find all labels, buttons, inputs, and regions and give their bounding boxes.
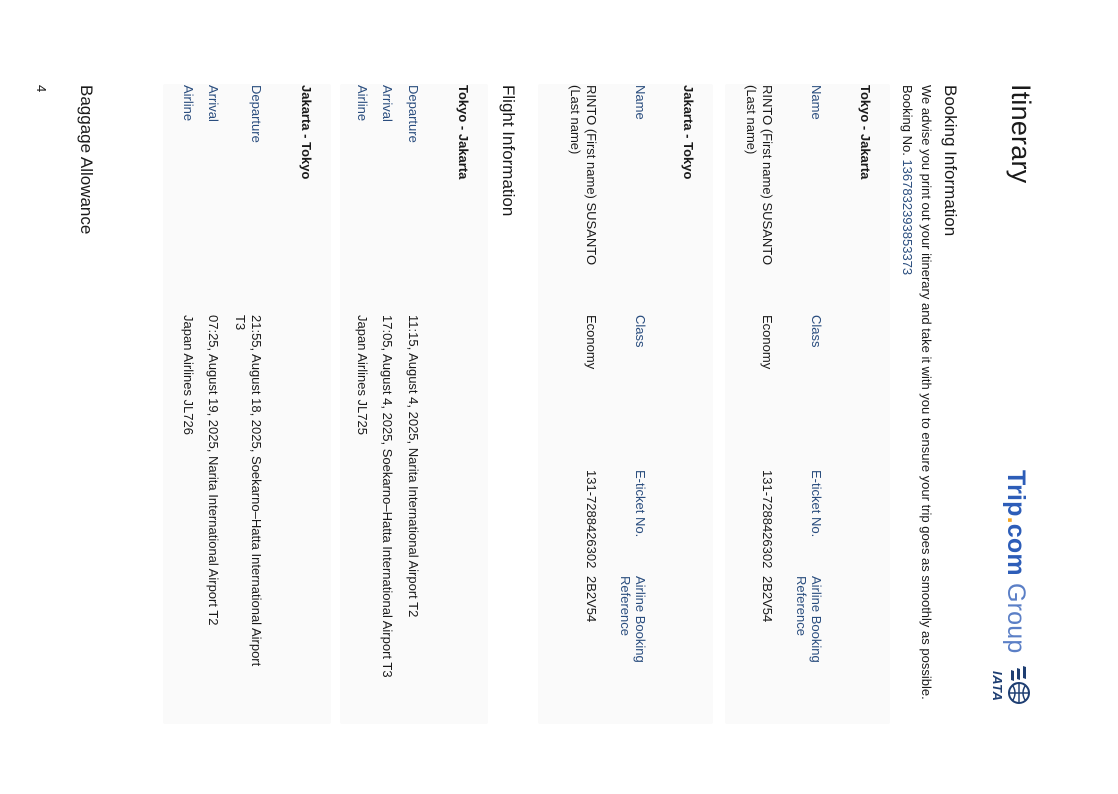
booking-eticket-label-2: E-ticket No. (633, 470, 648, 538)
departure-line-2: T3 (233, 315, 248, 331)
passenger-name-suffix: (Last name) (744, 85, 759, 155)
flight-airline-value-2: Japan Airlines JL726 (181, 315, 196, 435)
booking-eticket-label-1: E-ticket No. (809, 470, 824, 538)
airline-ref-label-line-1: Airline Booking (809, 576, 824, 663)
logo-group: Group (1002, 575, 1030, 654)
flight-airline-value-1: Japan Airlines JL725 (355, 315, 370, 435)
flight-departure-label-2: Departure (249, 85, 264, 143)
booking-route-2: Jakarta - Tokyo (681, 85, 696, 180)
flight-departure-value-1: 11:15, August 4, 2025, Narita International Airport T2 (406, 315, 421, 618)
passenger-name: RINTO (First name) SUSANTO (760, 85, 775, 266)
logo-com: com (1002, 523, 1030, 576)
iata-globe-icon (1004, 665, 1032, 709)
logo-trip: Trip (1002, 470, 1030, 517)
booking-number-line (899, 85, 915, 275)
airline-ref-label-line-2: Reference (794, 576, 809, 636)
booking-name-value-2 (567, 85, 599, 265)
flight-route-2: Jakarta - Tokyo (299, 85, 314, 180)
booking-name-label-2: Name (633, 85, 648, 120)
logo-dot: . (1002, 516, 1030, 524)
airline-ref-label-line-1: Airline Booking (633, 576, 648, 663)
booking-class-value-1: Economy (760, 315, 775, 370)
departure-line-1: 21:55, August 18, 2025, Soekarno–Hatta International Airport (249, 315, 264, 667)
flight-route-1: Tokyo - Jakarta (456, 85, 471, 180)
booking-number-label: Booking No. (900, 85, 915, 156)
baggage-heading: Baggage Allowance (77, 85, 96, 235)
page-number: 4 (34, 85, 49, 93)
booking-airline-ref-value-1: 2B2V54 (760, 576, 775, 623)
booking-heading: Booking Information (941, 85, 960, 237)
booking-airline-ref-label-2 (618, 576, 648, 663)
flight-arrival-value-2: 07:25, August 19, 2025, Narita International Airport T2 (206, 315, 221, 626)
booking-route-1: Tokyo - Jakarta (858, 85, 873, 180)
airline-ref-label-line-2: Reference (618, 576, 633, 636)
booking-airline-ref-value-2: 2B2V54 (584, 576, 599, 623)
booking-airline-ref-label-1 (794, 576, 824, 663)
iata-logo (986, 655, 1032, 725)
booking-eticket-value-1: 131-7288426302 (760, 470, 775, 569)
booking-number: 1367832393853373 (900, 159, 915, 276)
iata-text: IATA (990, 671, 1005, 702)
flight-departure-label-1: Departure (406, 85, 421, 143)
flight-arrival-value-1: 17:05, August 4, 2025, Soekarno–Hatta International Airport T3 (380, 315, 395, 678)
booking-name-value-1 (743, 85, 775, 265)
flight-airline-label-2: Airline (181, 85, 196, 122)
booking-class-value-2: Economy (584, 315, 599, 370)
page-title: Itinerary (1006, 84, 1036, 184)
booking-name-label-1: Name (809, 85, 824, 120)
passenger-name-suffix: (Last name) (568, 85, 583, 155)
booking-class-label-1: Class (809, 315, 824, 348)
flight-departure-value-2 (232, 315, 264, 666)
booking-eticket-value-2: 131-7288426302 (584, 470, 599, 569)
flight-arrival-label-1: Arrival (380, 85, 395, 122)
flight-airline-label-1: Airline (355, 85, 370, 122)
tripcom-group-logo (1001, 470, 1030, 653)
flight-arrival-label-2: Arrival (206, 85, 221, 122)
booking-advice: We advise you print out your itinerary and take it with you to ensure your trip goes as smoothly as possible. (919, 85, 934, 700)
flight-heading: Flight Information (499, 85, 518, 217)
passenger-name: RINTO (First name) SUSANTO (584, 85, 599, 266)
booking-class-label-2: Class (633, 315, 648, 348)
